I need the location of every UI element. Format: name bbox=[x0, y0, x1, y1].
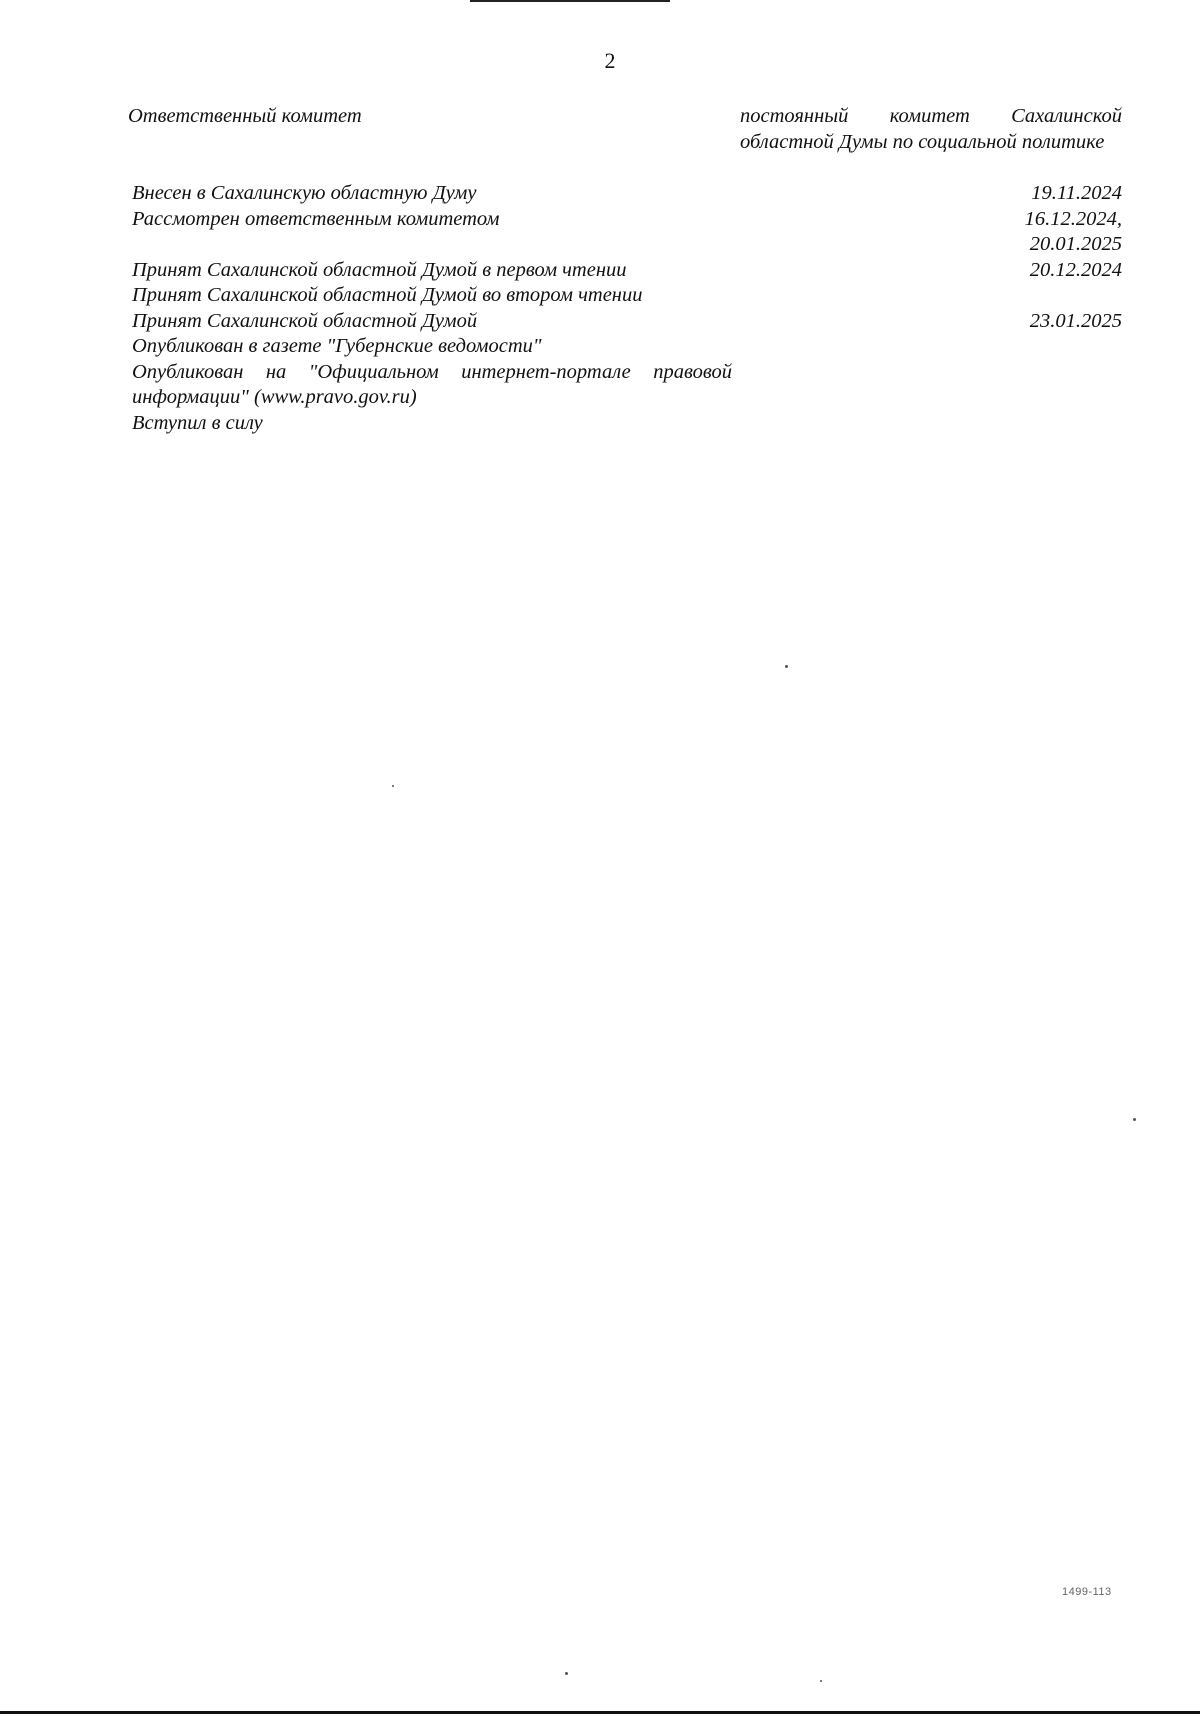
page-number: 2 bbox=[604, 48, 616, 73]
internet-portal-label: Опубликован на "Официальном интернет-портале правовой информации" (www.pravo.gov.ru) bbox=[132, 360, 732, 408]
bill-passage-record bbox=[128, 104, 1122, 436]
scan-speck bbox=[785, 665, 788, 668]
newspaper-label: Опубликован в газете "Губернские ведомости" bbox=[132, 335, 542, 357]
first-reading-row bbox=[132, 258, 1122, 284]
first-reading-label: Принят Сахалинской областной Думой в первом чтении bbox=[132, 258, 627, 281]
newspaper-row bbox=[132, 334, 1122, 360]
adopted-date: 23.01.2025 bbox=[1029, 309, 1122, 332]
responsible-committee-row bbox=[128, 104, 1122, 181]
in-force-label: Вступил в силу bbox=[132, 411, 263, 434]
submitted-label: Внесен в Сахалинскую областную Думу bbox=[132, 182, 477, 204]
reviewed-date-2: 20.01.2025 bbox=[1029, 233, 1122, 255]
submitted-date: 19.11.2024 bbox=[1031, 182, 1122, 204]
document-stamp: 1499-113 bbox=[1062, 1586, 1112, 1598]
scan-edge-top bbox=[470, 0, 670, 2]
reviewed-row bbox=[132, 207, 1122, 258]
second-reading-row bbox=[132, 283, 1122, 309]
in-force-row bbox=[132, 411, 1122, 437]
scan-speck bbox=[1133, 1118, 1136, 1121]
reviewed-label: Рассмотрен ответственным комитетом bbox=[132, 207, 500, 230]
internet-portal-row bbox=[132, 360, 1122, 411]
reviewed-dates bbox=[1025, 207, 1122, 258]
adopted-row bbox=[132, 309, 1122, 335]
scan-speck bbox=[565, 1672, 568, 1675]
submitted-row bbox=[132, 181, 1122, 207]
second-reading-label: Принят Сахалинской областной Думой во втором чтении bbox=[132, 284, 643, 306]
scan-edge-bottom bbox=[0, 1711, 1200, 1714]
responsible-committee-label: Ответственный комитет bbox=[128, 105, 362, 127]
adopted-label: Принят Сахалинской областной Думой bbox=[132, 309, 478, 332]
scan-speck bbox=[392, 785, 394, 787]
first-reading-date: 20.12.2024 bbox=[1029, 258, 1122, 281]
responsible-committee-value: постоянный комитет Сахалинской областной Думы по социальной политике bbox=[740, 105, 1122, 153]
scan-speck bbox=[820, 1680, 822, 1682]
reviewed-date-1: 16.12.2024, bbox=[1024, 207, 1122, 230]
